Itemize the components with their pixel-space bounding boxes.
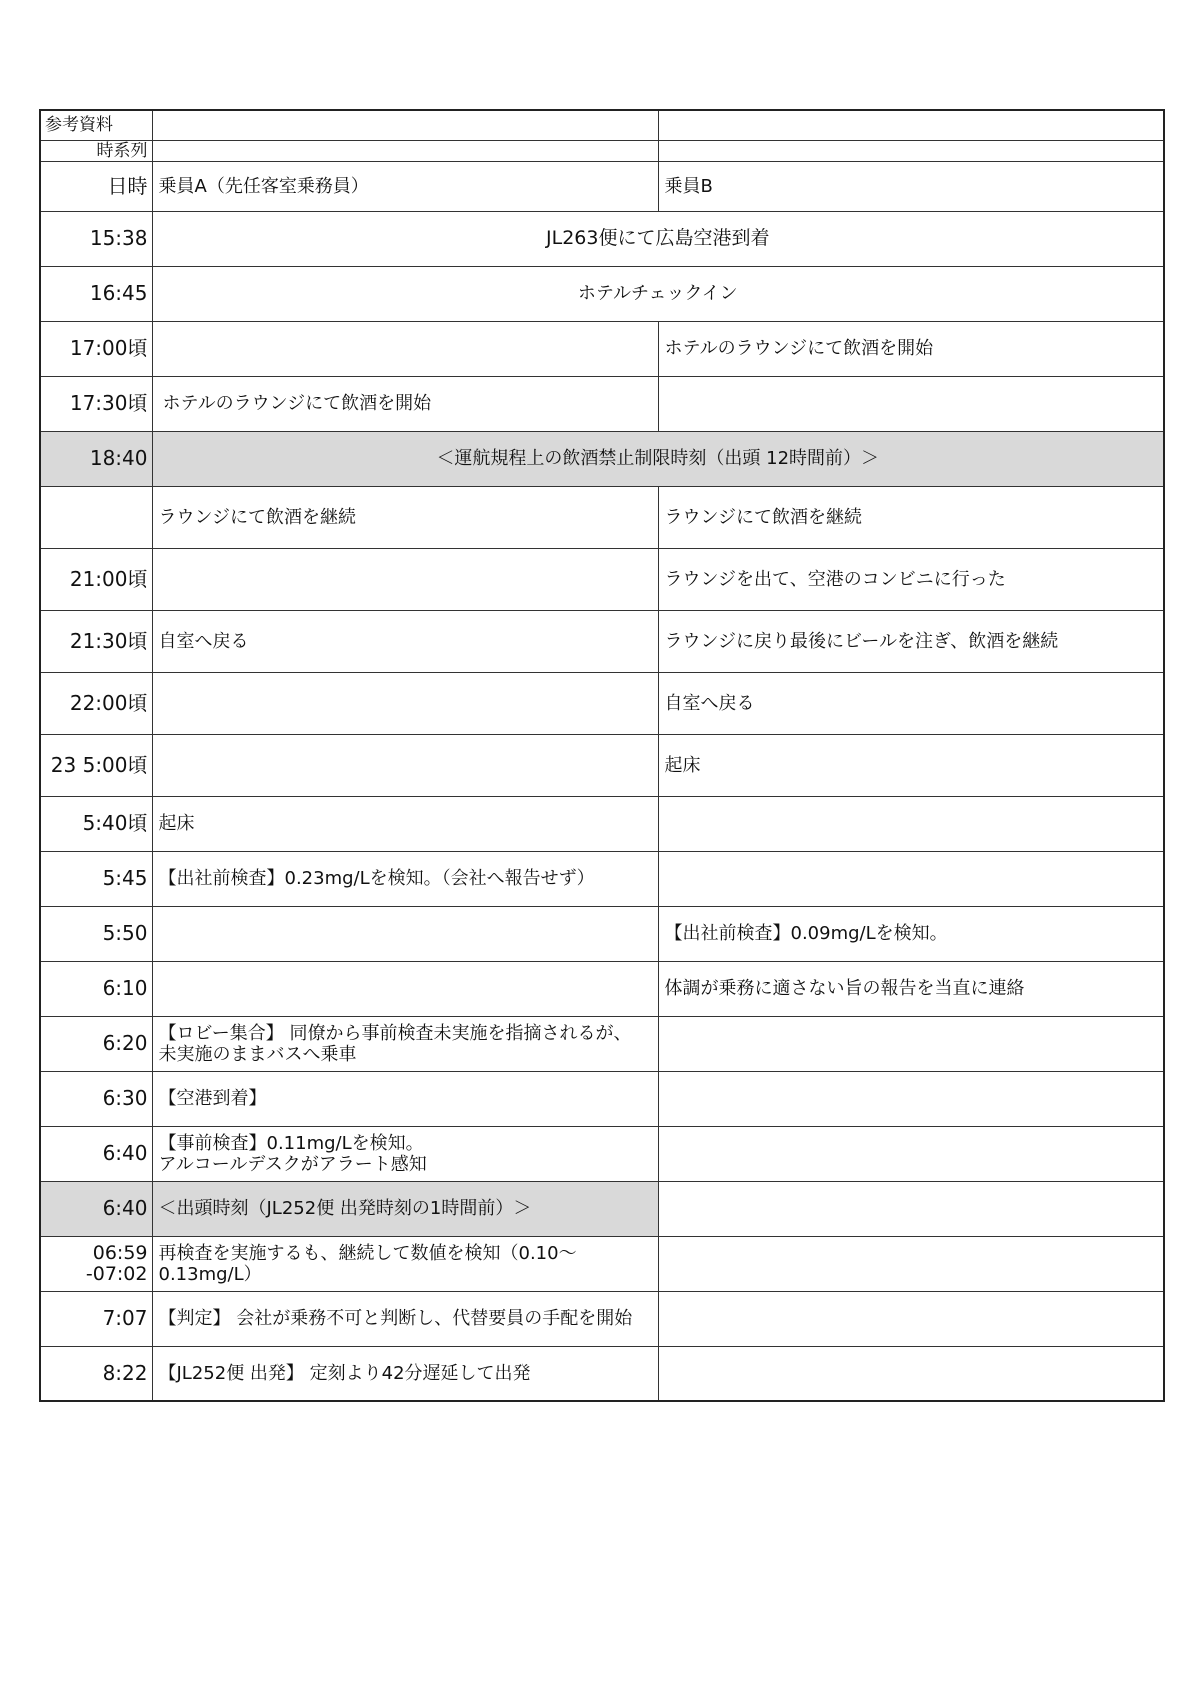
table-row — [40, 1346, 1164, 1401]
row-time: 8:22 — [40, 1346, 152, 1401]
table-row — [40, 906, 1164, 961]
reference-label: 参考資料 — [40, 110, 152, 140]
datetime-header: 日時 — [40, 161, 152, 211]
row-time: 6:40 — [40, 1181, 152, 1236]
table-row — [40, 1236, 1164, 1291]
row-crew-b: 起床 — [658, 734, 1164, 796]
row-crew-b — [658, 1346, 1164, 1401]
table-row — [40, 321, 1164, 376]
row-crew-a: 【空港到着】 — [152, 1071, 658, 1126]
timeline-b-cell — [658, 140, 1164, 161]
table-row — [40, 1291, 1164, 1346]
row-time: 21:30頃 — [40, 610, 152, 672]
row-crew-a: 【出社前検査】0.23mg/Lを検知。（会社へ報告せず） — [152, 851, 658, 906]
row-crew-b — [658, 1291, 1164, 1346]
table-row — [40, 1071, 1164, 1126]
table-row — [40, 266, 1164, 321]
row-crew-a: 【事前検査】0.11mg/Lを検知。 アルコールデスクがアラート感知 — [152, 1126, 658, 1181]
row-crew-a: 自室へ戻る — [152, 610, 658, 672]
row-crew-a: 【ロビー集合】 同僚から事前検査未実施を指摘されるが、 未実施のままバスへ乗車 — [152, 1016, 658, 1071]
reference-row — [40, 110, 1164, 140]
row-crew-b: ラウンジに戻り最後にビールを注ぎ、飲酒を継続 — [658, 610, 1164, 672]
row-crew-b — [658, 1181, 1164, 1236]
row-time: 7:07 — [40, 1291, 152, 1346]
row-crew-b: 自室へ戻る — [658, 672, 1164, 734]
timeline-label: 時系列 — [40, 140, 152, 161]
row-time: 23 5:00頃 — [40, 734, 152, 796]
row-time: 21:00頃 — [40, 548, 152, 610]
timeline-table — [39, 109, 1165, 1402]
row-time: 6:30 — [40, 1071, 152, 1126]
row-crew-a — [152, 906, 658, 961]
table-row — [40, 796, 1164, 851]
row-time: 17:30頃 — [40, 376, 152, 431]
row-time: 22:00頃 — [40, 672, 152, 734]
crew-a-header: 乗員A（先任客室乗務員） — [152, 161, 658, 211]
table-row — [40, 672, 1164, 734]
table-row — [40, 851, 1164, 906]
row-crew-b — [658, 796, 1164, 851]
row-crew-b: ラウンジを出て、空港のコンビニに行った — [658, 548, 1164, 610]
row-shared-event: JL263便にて広島空港到着 — [152, 211, 1164, 266]
row-crew-a: ラウンジにて飲酒を継続 — [152, 486, 658, 548]
row-time: 06:59 -07:02 — [40, 1236, 152, 1291]
table-row — [40, 1126, 1164, 1181]
row-time — [40, 486, 152, 548]
row-crew-b — [658, 376, 1164, 431]
timeline-label-row — [40, 140, 1164, 161]
row-crew-a: ホテルのラウンジにて飲酒を開始 — [152, 376, 658, 431]
row-crew-b: ラウンジにて飲酒を継続 — [658, 486, 1164, 548]
row-crew-a: 再検査を実施するも、継続して数値を検知（0.10～ 0.13mg/L） — [152, 1236, 658, 1291]
table-row — [40, 211, 1164, 266]
row-time: 5:40頃 — [40, 796, 152, 851]
row-time: 16:45 — [40, 266, 152, 321]
row-crew-a: 【判定】 会社が乗務不可と判断し、代替要員の手配を開始 — [152, 1291, 658, 1346]
row-crew-b: ホテルのラウンジにて飲酒を開始 — [658, 321, 1164, 376]
row-time: 17:00頃 — [40, 321, 152, 376]
reference-a-cell — [152, 110, 658, 140]
timeline-a-cell — [152, 140, 658, 161]
reference-b-cell — [658, 110, 1164, 140]
row-crew-b: 体調が乗務に適さない旨の報告を当直に連絡 — [658, 961, 1164, 1016]
table-row — [40, 548, 1164, 610]
row-time: 6:40 — [40, 1126, 152, 1181]
row-crew-b — [658, 1126, 1164, 1181]
table-row — [40, 734, 1164, 796]
row-shared-event: ホテルチェックイン — [152, 266, 1164, 321]
row-crew-a — [152, 548, 658, 610]
row-crew-b — [658, 1071, 1164, 1126]
row-crew-b — [658, 851, 1164, 906]
column-header-row — [40, 161, 1164, 211]
table-row — [40, 431, 1164, 486]
row-crew-a: 起床 — [152, 796, 658, 851]
row-crew-a — [152, 321, 658, 376]
row-time: 18:40 — [40, 431, 152, 486]
row-crew-a — [152, 734, 658, 796]
table-row — [40, 961, 1164, 1016]
row-crew-a: ＜出頭時刻（JL252便 出発時刻の1時間前）＞ — [152, 1181, 658, 1236]
table-row — [40, 610, 1164, 672]
row-crew-a — [152, 961, 658, 1016]
row-time: 6:10 — [40, 961, 152, 1016]
row-shared-event: ＜運航規程上の飲酒禁止制限時刻（出頭 12時間前）＞ — [152, 431, 1164, 486]
crew-b-header: 乗員B — [658, 161, 1164, 211]
row-crew-b — [658, 1236, 1164, 1291]
table-row — [40, 1016, 1164, 1071]
row-time: 5:50 — [40, 906, 152, 961]
row-time: 15:38 — [40, 211, 152, 266]
row-crew-b — [658, 1016, 1164, 1071]
row-crew-b: 【出社前検査】0.09mg/Lを検知。 — [658, 906, 1164, 961]
row-time: 6:20 — [40, 1016, 152, 1071]
row-time: 5:45 — [40, 851, 152, 906]
row-crew-a — [152, 672, 658, 734]
row-crew-a: 【JL252便 出発】 定刻より42分遅延して出発 — [152, 1346, 658, 1401]
table-row — [40, 486, 1164, 548]
table-row — [40, 376, 1164, 431]
table-row — [40, 1181, 1164, 1236]
